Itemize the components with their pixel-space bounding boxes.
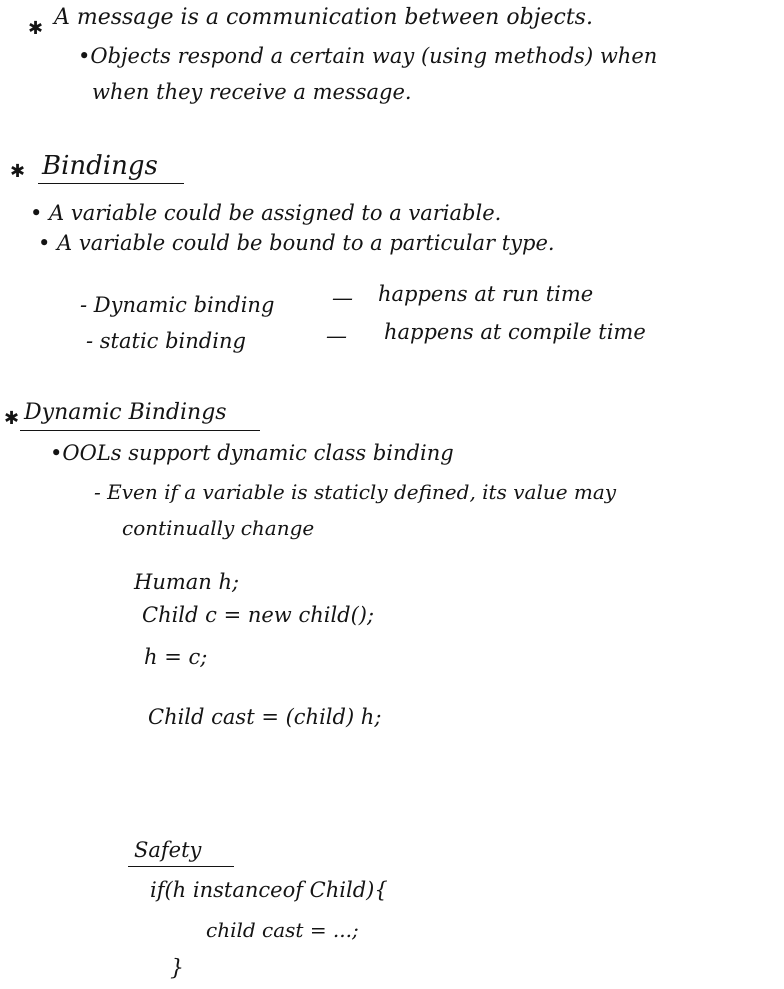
static-binding-dash: —: [326, 324, 347, 348]
dynamic-binding-label: - Dynamic binding: [80, 293, 275, 317]
star-icon: ✱: [10, 161, 26, 182]
bindings-bullet-assigned: • A variable could be assigned to a variable.: [30, 201, 502, 225]
static-binding-description: happens at compile time: [384, 320, 646, 344]
dynamic-bindings-heading: Dynamic Bindings: [24, 400, 227, 425]
message-bullet-continuation: when they receive a message.: [92, 80, 412, 104]
bindings-heading-underline: [38, 183, 184, 184]
code-line-human: Human h;: [134, 570, 240, 594]
dynamic-binding-dash: —: [332, 286, 353, 310]
safety-heading-underline: [128, 866, 234, 867]
static-binding-label: - static binding: [86, 329, 246, 353]
star-icon: ✱: [28, 18, 44, 39]
dynamic-bindings-bullet: •OOLs support dynamic class binding: [50, 441, 454, 465]
bindings-heading: Bindings: [42, 151, 158, 181]
code-line-cast: Child cast = (child) h;: [148, 705, 382, 729]
dynamic-binding-description: happens at run time: [378, 282, 594, 306]
safety-if-statement: if(h instanceof Child){: [150, 878, 388, 902]
dynamic-bindings-subpoint: - Even if a variable is staticly defined, its value may: [94, 480, 617, 504]
message-definition: A message is a communication between objects.: [54, 5, 593, 30]
dynamic-bindings-subpoint-continuation: continually change: [122, 516, 315, 540]
code-line-child: Child c = new child();: [142, 603, 375, 627]
safety-heading: Safety: [134, 838, 202, 862]
code-line-assign: h = c;: [144, 645, 208, 669]
message-bullet: •Objects respond a certain way (using methods) when: [78, 44, 658, 68]
star-icon: ✱: [4, 408, 20, 429]
dynamic-bindings-heading-underline: [20, 430, 260, 431]
bindings-bullet-bound: • A variable could be bound to a particular type.: [38, 231, 555, 255]
safety-cast-statement: child cast = ...;: [206, 918, 359, 942]
safety-closing-brace: }: [170, 956, 184, 981]
